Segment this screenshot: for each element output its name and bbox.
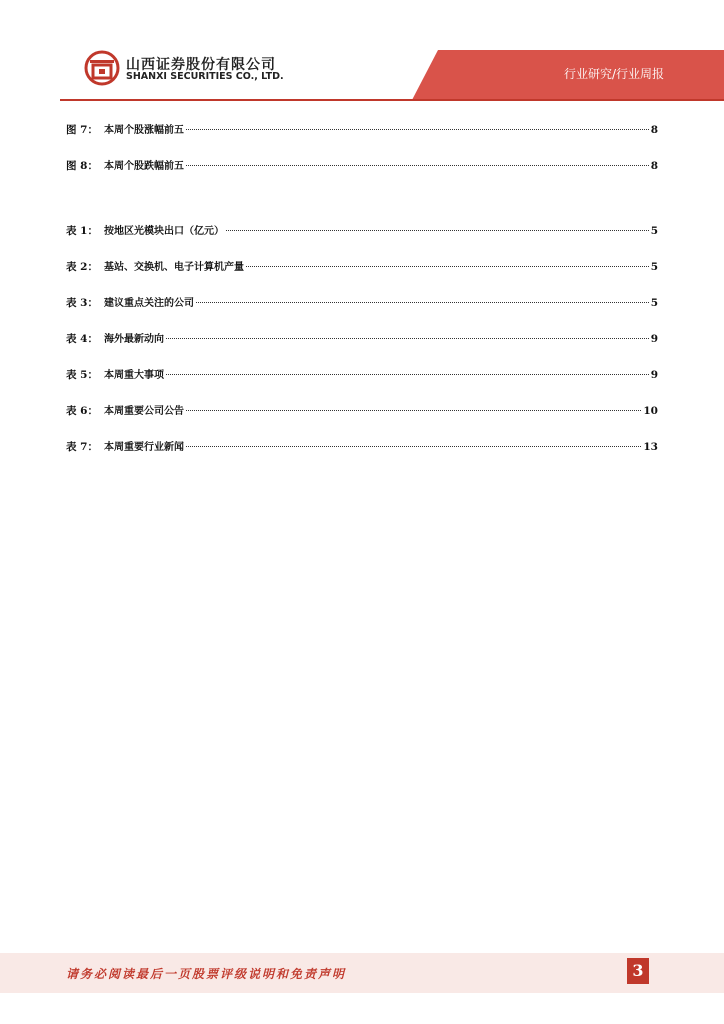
- header-divider: [60, 99, 724, 101]
- toc-entry-page: 5: [650, 261, 658, 273]
- toc-entry-number: 图 8：: [66, 160, 98, 172]
- toc-entry-number: 图 7：: [66, 124, 98, 136]
- dot-leader: [186, 446, 641, 447]
- toc-entry-table-3[interactable]: [66, 294, 658, 310]
- toc-entry-number: 表 2：: [66, 261, 98, 273]
- toc-entry-number: 表 6：: [66, 405, 98, 417]
- toc-entry-figure-7[interactable]: [66, 121, 658, 137]
- dot-leader: [166, 338, 649, 339]
- toc-entry-title: 本周重要行业新闻: [104, 442, 184, 453]
- toc-entry-title: 本周个股涨幅前五: [104, 125, 184, 136]
- toc-entry-table-1[interactable]: [66, 222, 658, 238]
- toc-entry-title: 建议重点关注的公司: [104, 298, 194, 309]
- toc-entry-page: 8: [650, 160, 658, 172]
- company-name-cn: 山西证券股份有限公司: [126, 57, 276, 73]
- toc-entry-title: 本周重要公司公告: [104, 406, 184, 417]
- company-name-en: SHANXI SECURITIES CO., LTD.: [126, 71, 284, 82]
- toc-entry-table-4[interactable]: [66, 330, 658, 346]
- dot-leader: [186, 129, 649, 130]
- toc-entry-table-2[interactable]: [66, 258, 658, 274]
- toc-entry-title: 按地区光模块出口（亿元）: [104, 226, 224, 237]
- toc-entry-page: 5: [650, 225, 658, 237]
- dot-leader: [226, 230, 649, 231]
- report-type-label: 行业研究/行业周报: [563, 67, 664, 81]
- toc-entry-figure-8[interactable]: [66, 157, 658, 173]
- toc-entry-title: 本周重大事项: [104, 370, 164, 381]
- toc-entry-page: 9: [650, 333, 658, 345]
- page-number: 3: [627, 958, 649, 984]
- dot-leader: [186, 165, 649, 166]
- toc-entry-title: 基站、交换机、电子计算机产量: [104, 262, 244, 273]
- toc-entry-number: 表 7：: [66, 441, 98, 453]
- toc-entry-number: 表 3：: [66, 297, 98, 309]
- dot-leader: [166, 374, 649, 375]
- dot-leader: [196, 302, 649, 303]
- toc-entry-page: 9: [650, 369, 658, 381]
- toc-entry-number: 表 1：: [66, 225, 98, 237]
- dot-leader: [246, 266, 649, 267]
- toc-entry-table-7[interactable]: [66, 438, 658, 454]
- toc-entry-table-5[interactable]: [66, 366, 658, 382]
- toc-entry-page: 10: [643, 405, 658, 417]
- disclaimer-notice: 请务必阅读最后一页股票评级说明和免责声明: [66, 967, 347, 981]
- toc-entry-number: 表 4：: [66, 333, 98, 345]
- toc-entry-page: 5: [650, 297, 658, 309]
- toc-entry-page: 13: [643, 441, 658, 453]
- toc-entry-table-6[interactable]: [66, 402, 658, 418]
- toc-entry-page: 8: [650, 124, 658, 136]
- dot-leader: [186, 410, 641, 411]
- shanxi-securities-logo-icon: [84, 50, 120, 86]
- toc-entry-number: 表 5：: [66, 369, 98, 381]
- toc-entry-title: 海外最新动向: [104, 334, 164, 345]
- toc-entry-title: 本周个股跌幅前五: [104, 161, 184, 172]
